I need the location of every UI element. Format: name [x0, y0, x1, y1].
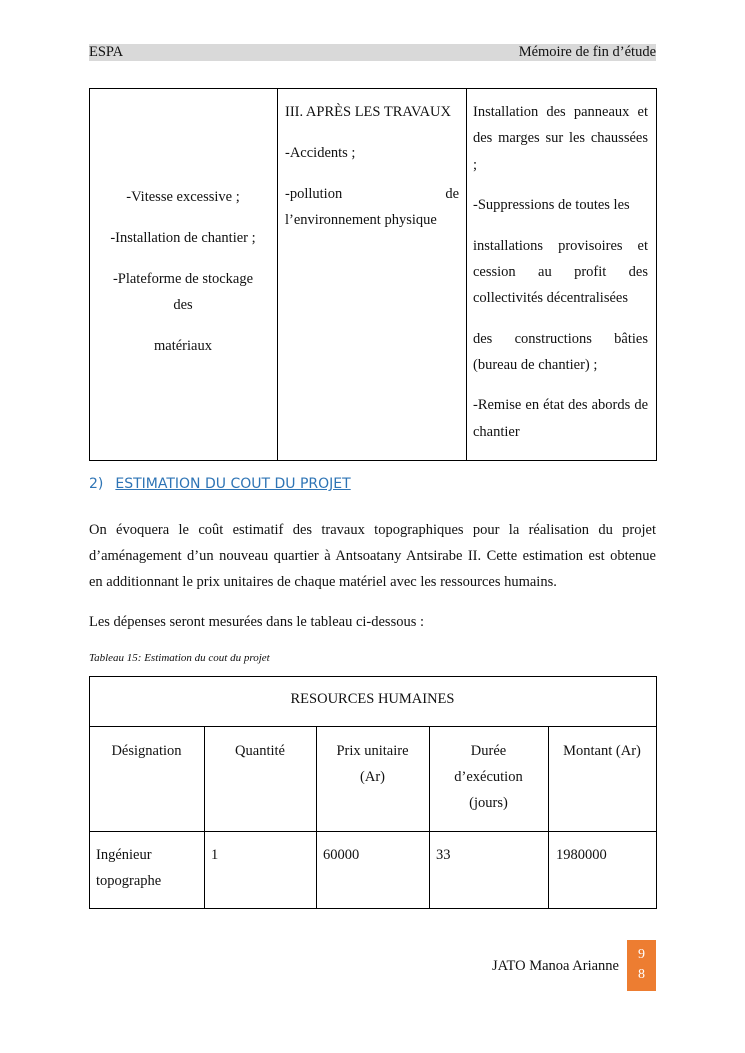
column-header: d’exécution: [454, 769, 523, 785]
column-header: Montant (Ar): [563, 743, 641, 759]
table-cell: 60000: [323, 847, 360, 863]
page-header: [89, 44, 656, 61]
section-title: ESTIMATION DU COUT DU PROJET: [115, 476, 351, 492]
column-header: Quantité: [235, 743, 285, 759]
cell-text: l’environnement physique: [285, 212, 437, 228]
cell-text: des: [173, 297, 193, 313]
cell-text: matériaux: [154, 338, 212, 354]
header-right: Mémoire de fin d’étude: [518, 44, 656, 60]
column-header: Durée: [470, 743, 507, 759]
cell-text: (bureau de chantier) ;: [473, 357, 598, 373]
table-cell: 1: [211, 847, 219, 863]
divider: [89, 831, 656, 832]
table-title: RESOURCES HUMAINES: [290, 691, 455, 707]
page-number-badge: [627, 940, 656, 991]
divider: [89, 726, 656, 727]
page-number-digit: 9: [638, 947, 645, 962]
page-number-digit: 8: [638, 967, 645, 982]
table-cell: Ingénieur: [96, 847, 152, 863]
section-number: 2): [89, 476, 104, 492]
cell-text: des marges sur les chaussées: [473, 130, 648, 146]
cell-text: -Remise en état des abords de: [473, 397, 648, 413]
column-header: Désignation: [111, 743, 182, 759]
cost-table: [89, 676, 657, 909]
table-cell: 33: [436, 847, 451, 863]
cell-text: -Installation de chantier ;: [110, 230, 256, 246]
footer-author: JATO Manoa Arianne: [492, 958, 619, 974]
paragraph-line: en additionnant le prix unitaires de chaque matériel avec les ressources humains.: [89, 574, 557, 590]
cell-text: -Suppressions de toutes les: [473, 197, 630, 213]
cell-text: installations provisoires et: [473, 238, 648, 254]
paragraph-line: d’aménagement d’un nouveau quartier à Antsoatany Antsirabe II. Cette estimation est obtenue: [89, 548, 656, 564]
divider: [466, 88, 467, 461]
column-header: Prix unitaire: [336, 743, 409, 759]
cell-text: des constructions bâties: [473, 331, 648, 347]
cell-text: de: [445, 186, 459, 202]
cell-text: cession au profit des: [473, 264, 648, 280]
cell-text: -Vitesse excessive ;: [126, 189, 240, 205]
cell-text: ;: [473, 157, 478, 173]
paragraph: Les dépenses seront mesurées dans le tableau ci-dessous :: [89, 614, 425, 630]
divider: [277, 88, 278, 461]
paragraph-line: On évoquera le coût estimatif des travaux topographiques pour la réalisation du projet: [89, 522, 656, 538]
cell-text: -pollution: [285, 186, 343, 202]
column-header: (jours): [469, 795, 508, 811]
table-cell: topographe: [96, 873, 162, 889]
section-heading: [89, 476, 351, 492]
column-header: (Ar): [360, 769, 385, 785]
cell-text: chantier: [473, 424, 520, 440]
header-left: ESPA: [89, 44, 124, 60]
table-cell: 1980000: [556, 847, 607, 863]
table-caption: Tableau 15: Estimation du cout du projet: [89, 652, 270, 664]
cell-text: -Accidents ;: [285, 145, 356, 161]
cell-text: collectivités décentralisées: [473, 290, 628, 306]
cell-text: Installation des panneaux et: [473, 104, 648, 120]
cell-heading: III. APRÈS LES TRAVAUX: [285, 104, 451, 120]
cell-text: -Plateforme de stockage: [112, 271, 254, 287]
